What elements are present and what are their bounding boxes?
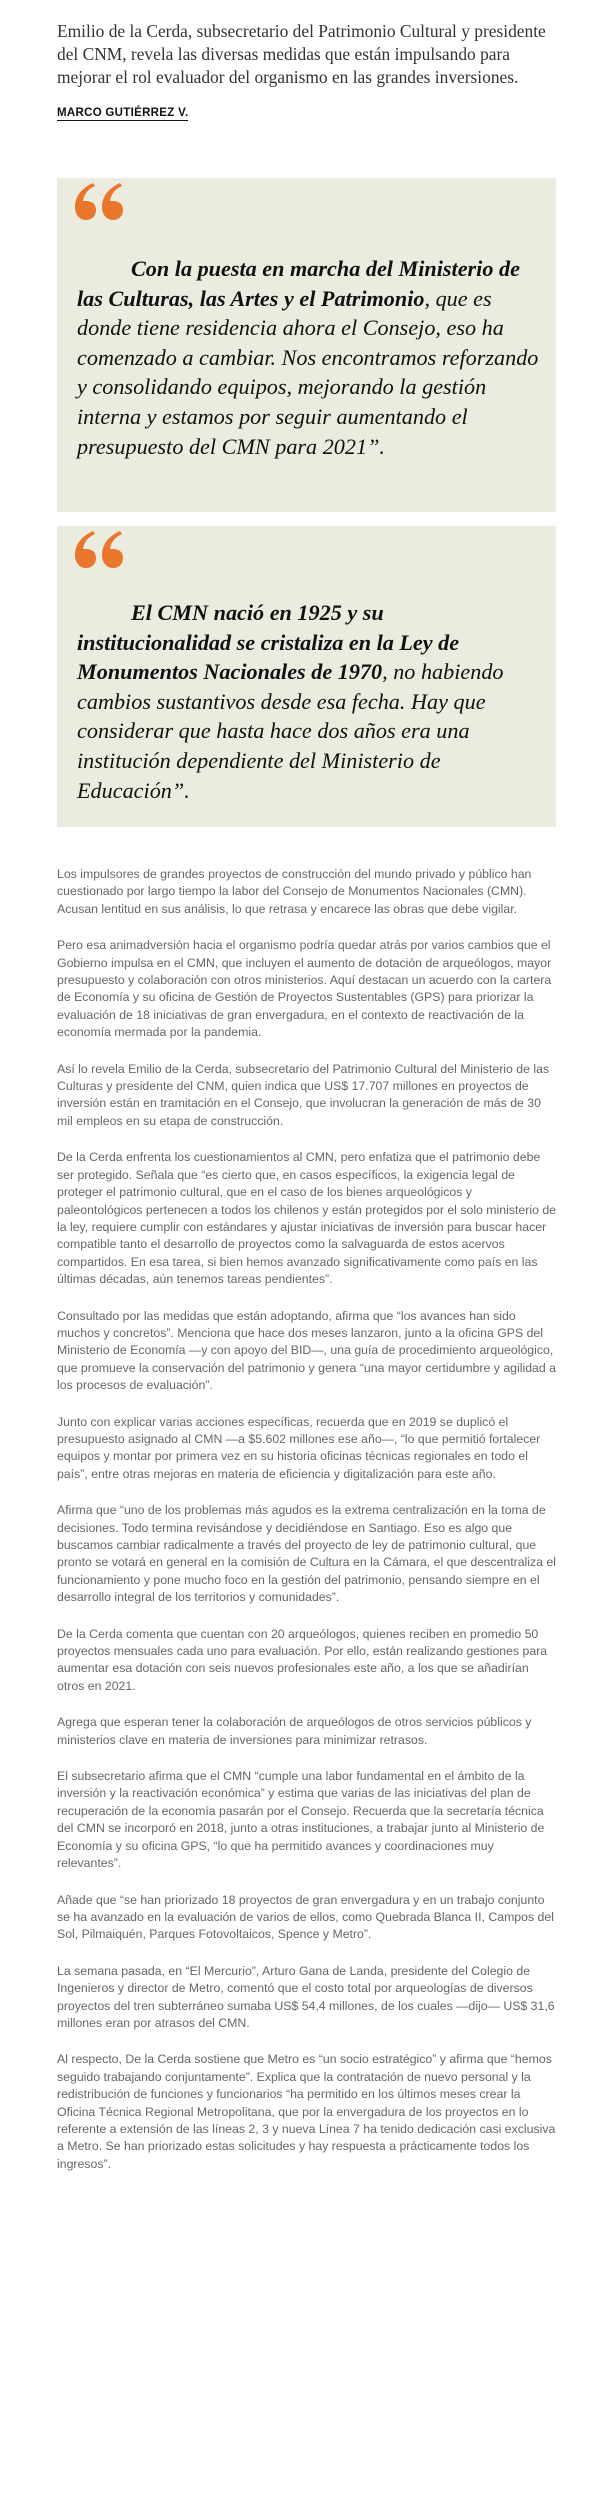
body-paragraph: Al respecto, De la Cerda sostiene que Metro es “un socio estratégico” y afirma que “hemos seguido trabajando conjuntamente”. Explica que la contratación de nuevo personal y la redistribución de funciones y funcionarios “ha permitido en los últimos meses crear la Oficina Técnica Regional Metropolitana, que por la envergadura de los proyectos en lo referente a extensión de las líneas 2, 3 y nueva Línea 7 ha tenido dedicación casi exclusiva a Metro. Se han priorizado estas solicitudes y hay respuesta a prácticamente todos los ingresos”. bbox=[57, 2052, 556, 2171]
body-paragraph: De la Cerda enfrenta los cuestionamientos al CMN, pero enfatiza que el patrimonio debe ser protegido. Señala que “es cierto que, en casos específicos, la exigencia legal de proteger el patrimonio cultural, que en el caso de los bienes arqueológicos y paleontológicos pertenecen a todos los chilenos y están protegidos por el solo ministerio de la ley, requiere cumplir con estándares y ajustar iniciativas de inversión para buscar hacer compatible tanto el desarrollo de proyectos como la salvaguarda de estos acervos compartidos. En esa tarea, si bien hemos avanzado significativamente como país en las últimas décadas, aún tenemos tareas pendientes”. bbox=[57, 1150, 557, 1287]
body-paragraph: Pero esa animadversión hacia el organismo podría quedar atrás por varios cambios que el Gobierno impulsa en el CMN, que incluyen el aumento de dotación de arqueólogos, mayor presupuesto y colaboración con otros ministerios. Aquí destacan un acuerdo con la cartera de Economía y su oficina de Gestión de Proyectos Sustentables (GPS) para priorizar la evaluación de 18 iniciativas de gran envergadura, en el contexto de reactivación de la economía mermada por la pandemia. bbox=[57, 938, 552, 1040]
article bbox=[57, 20, 557, 2171]
body-paragraph: Junto con explicar varias acciones específicas, recuerda que en 2019 se duplicó el presupuesto asignado al CMN —a $5.602 millones ese año—, “lo que permitió fortalecer equipos y montar por primera vez en su historia oficinas técnicas regionales en todo el país”, entre otras mejoras en materia de eficiencia y digitalización para este año. bbox=[57, 1414, 541, 1481]
article-body bbox=[57, 866, 556, 2192]
body-paragraph: De la Cerda comenta que cuentan con 20 arqueólogos, quienes reciben en promedio 50 proyectos mensuales cada uno para evaluación. Por ello, están realizando gestiones para aumentar esa dotación con seis nuevos profesionales este año, a los que se añadirían otros en 2021. bbox=[57, 1626, 548, 1693]
quote-rest-text: , que es donde tiene residencia ahora el Consejo, eso ha comenzado a cambiar. Nos encontramos reforzando y consolidando equipos, mejorando la gestión interna y estamos por seguir aumentando el presupuesto del CMN para 2021”. bbox=[77, 285, 539, 459]
quote-bold-text: Con la puesta en marcha del Ministerio de las Culturas, las Artes y el Patrimonio bbox=[77, 256, 520, 311]
body-paragraph: La semana pasada, en “El Mercurio”, Arturo Gana de Landa, presidente del Colegio de Ingenieros y director de Metro, comentó que el costo total por arqueologías de diversos proyectos del tren subterráneo sumaba US$ 54,4 millones, de los cuales —dijo— US$ 31,6 millones eran por atrasos del CMN. bbox=[57, 1963, 555, 2030]
article-lead: Emilio de la Cerda, subsecretario del Patrimonio Cultural y presidente del CNM, revela las diversas medidas que están impulsando para mejorar el rol evaluador del organismo en las grandes inversiones. bbox=[57, 21, 546, 87]
quote-mark-icon bbox=[73, 531, 125, 569]
quote-text bbox=[77, 598, 542, 805]
quote-bold-text: El CMN nació en 1925 y su institucionalidad se cristaliza en la Ley de Monumentos Nacionales de 1970 bbox=[77, 600, 460, 685]
body-paragraph: Así lo revela Emilio de la Cerda, subsecretario del Patrimonio Cultural del Ministerio de las Culturas y presidente del CNM, quien indica que US$ 17.707 millones en proyectos de inversión están en tramitación en el Consejo, que involucran la generación de más de 30 mil empleos en su etapa de construcción. bbox=[57, 1061, 550, 1128]
quote-text bbox=[77, 254, 542, 461]
body-paragraph: Consultado por las medidas que están adoptando, afirma que “los avances han sido muchos y concretos”. Menciona que hace dos meses lanzaron, junto a la oficina GPS del Ministerio de Economía —y con apoyo del BID—, una guía de procedimiento arqueológico, que promueve la conservación del patrimonio y genera “una mayor certidumbre y agilidad a los procesos de evaluación”. bbox=[57, 1308, 556, 1393]
body-paragraph: Añade que “se han priorizado 18 proyectos de gran envergadura y en un trabajo conjunto se ha avanzado en la evaluación de varios de ellos, como Quebrada Blanca II, Campos del Sol, Pilmaiquén, Parques Fotovoltaicos, Spence y Metro”. bbox=[57, 1892, 554, 1942]
body-paragraph: Afirma que “uno de los problemas más agudos es la extrema centralización en la toma de decisiones. Todo termina revisándose y decidiéndose en Santiago. Eso es algo que buscamos cambiar radicalmente a través del proyecto de ley de patrimonio cultural, que pronto se votará en general en la comisión de Cultura en la Cámara, el que descentraliza el funcionamiento y pone mucho foco en la gestión del patrimonio, pensando siempre en el desarrollo integral de los territorios y comunidades”. bbox=[57, 1503, 556, 1605]
pull-quote-1 bbox=[57, 178, 556, 512]
author-byline[interactable]: MARCO GUTIÉRREZ V. bbox=[57, 107, 189, 119]
body-paragraph: El subsecretario afirma que el CMN “cumple una labor fundamental en el ámbito de la inversión y la reactivación económica” y estima que varias de las iniciativas del plan de recuperación de la economía pasarán por el Consejo. Recuerda que la secretaría técnica del CMN se incorporó en 2018, junto a otras instituciones, a trabajar junto al Ministerio de Economía y su oficina GPS, “lo que ha permitido avances y coordinaciones muy relevantes”. bbox=[57, 1769, 545, 1871]
pull-quote-2 bbox=[57, 526, 556, 827]
body-paragraph: Los impulsores de grandes proyectos de construcción del mundo privado y público han cuestionado por largo tiempo la labor del Consejo de Monumentos Nacionales (CMN). Acusan lentitud en sus análisis, lo que retrasa y encarece las obras que debe vigilar. bbox=[57, 867, 532, 916]
quote-rest-text: , no habiendo cambios sustantivos desde esa fecha. Hay que considerar que hasta hace dos años era una institución dependiente del Ministerio de Educación”. bbox=[77, 659, 504, 803]
quote-mark-icon bbox=[73, 183, 125, 221]
body-paragraph: Agrega que esperan tener la colaboración de arqueólogos de otros servicios públicos y ministerios clave en materia de inversiones para minimizar retrasos. bbox=[57, 1715, 532, 1747]
